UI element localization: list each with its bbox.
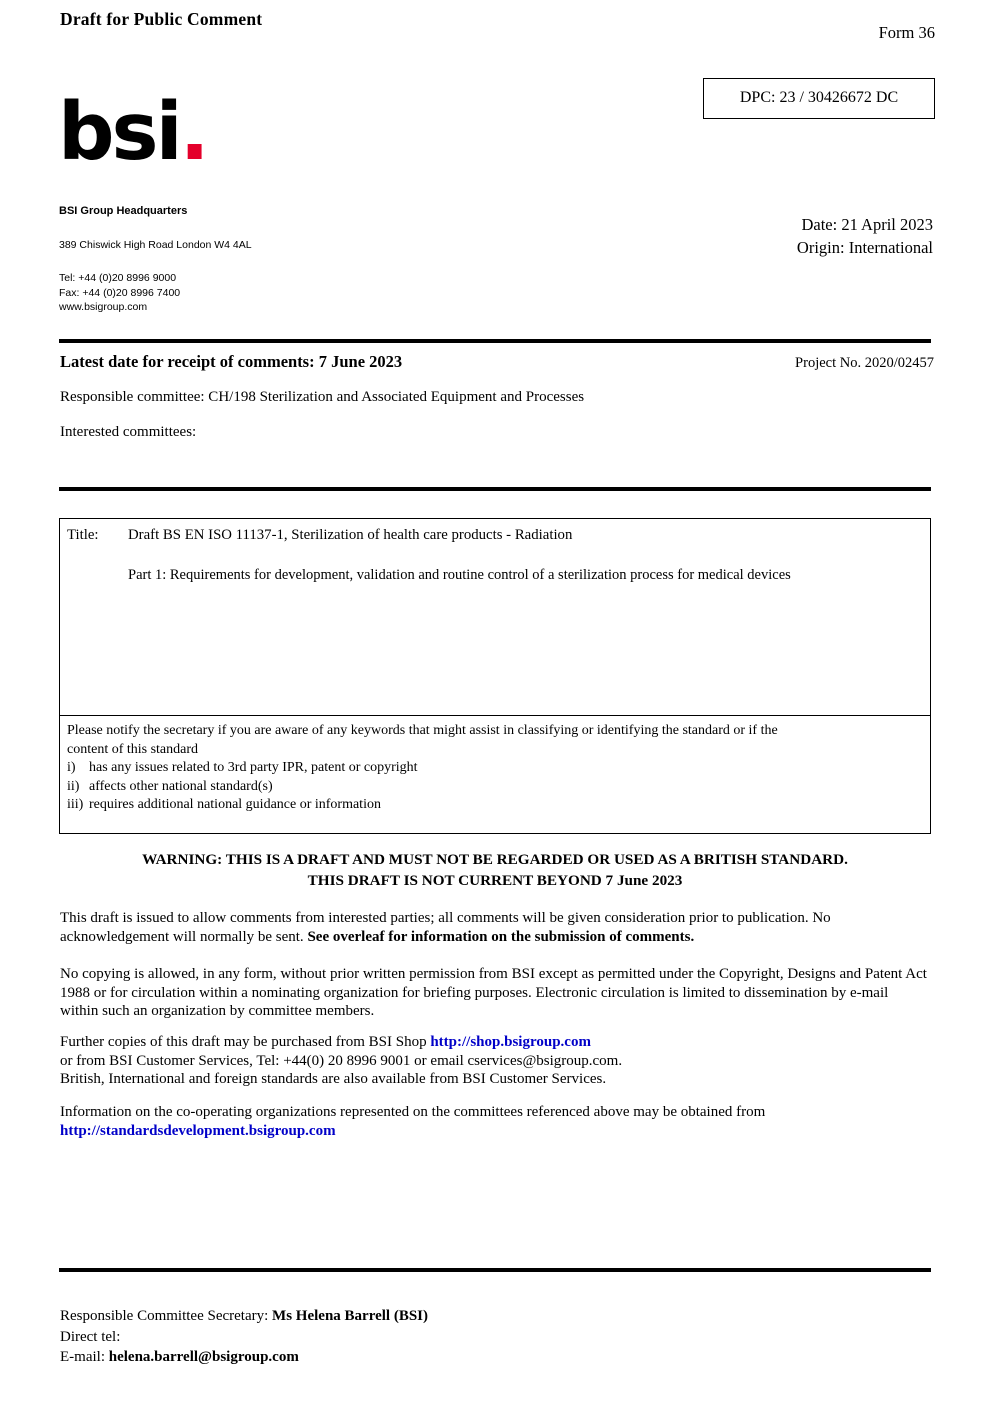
- document-origin: Origin: International: [796, 238, 933, 257]
- divider-rule-middle: [59, 487, 931, 491]
- draft-warning: [59, 850, 931, 891]
- draft-warning-line2: THIS DRAFT IS NOT CURRENT BEYOND 7 June 2023: [307, 871, 683, 889]
- document-footer: [60, 1306, 428, 1368]
- bsi-telephone: Tel: +44 (0)20 8996 9000: [59, 272, 177, 284]
- keywords-intro-line1: Please notify the secretary if you are aware of any keywords that might assist in classifying or identifying the standard or if the: [67, 723, 778, 738]
- keywords-item-3-number: iii): [67, 797, 84, 812]
- date-origin-block: [797, 213, 933, 259]
- project-number: Project No. 2020/02457: [795, 355, 934, 371]
- bsi-street-address: 389 Chiswick High Road London W4 4AL: [59, 239, 252, 251]
- standard-title-line2: Part 1: Requirements for development, validation and routine control of a sterilization process for medical devices: [128, 567, 791, 583]
- paragraph-further-copies: [60, 1033, 928, 1089]
- paragraph-comments-notice-text: This draft is issued to allow comments from interested parties; all comments will be given consideration prior to publication. No acknowledgement will normally be sent.: [60, 910, 831, 945]
- draft-warning-line1: WARNING: THIS IS A DRAFT AND MUST NOT BE REGARDED OR USED AS A BRITISH STANDARD.: [142, 851, 848, 868]
- keywords-notification-box: [59, 716, 931, 834]
- keywords-intro-line2: content of this standard: [67, 741, 199, 757]
- email-row: [60, 1347, 428, 1368]
- keywords-item-1: [67, 759, 922, 778]
- bsi-logo-dot: .: [179, 86, 207, 178]
- form-number: Form 36: [878, 23, 935, 42]
- paragraph-copyright-notice: No copying is allowed, in any form, without prior written permission from BSI except as permitted under the Copyright, Designs and Patent Act 1988 or for circulation within a nominating organization for briefing purposes. Electronic circulation is limited to dissemination by e-mail within such an organization by committee members.: [60, 966, 927, 1019]
- bsi-logo-text: bsi: [58, 86, 180, 178]
- keywords-item-3-text: requires additional national guidance or information: [89, 797, 381, 812]
- keywords-item-1-text: has any issues related to 3rd party IPR, patent or copyright: [89, 760, 418, 775]
- bsi-shop-link[interactable]: http://shop.bsigroup.com: [430, 1034, 591, 1050]
- email-value[interactable]: helena.barrell@bsigroup.com: [108, 1349, 299, 1365]
- further-copies-line2: or from BSI Customer Services, Tel: +44(0) 20 8996 9001 or email cservices@bsigroup.com.: [60, 1052, 623, 1069]
- interested-committees: Interested committees:: [60, 424, 197, 440]
- divider-rule-top: [59, 339, 931, 343]
- keywords-item-1-number: i): [67, 760, 76, 775]
- title-box: [59, 518, 931, 716]
- committee-secretary-name: Ms Helena Barrell (BSI): [272, 1308, 429, 1324]
- keywords-item-2-text: affects other national standard(s): [89, 778, 273, 794]
- page-content: [55, 0, 937, 1403]
- bsi-group-headquarters-label: BSI Group Headquarters: [59, 205, 188, 217]
- keywords-item-2-number: ii): [67, 778, 80, 794]
- paragraph-comments-notice: [60, 909, 928, 946]
- keywords-item-3: [67, 796, 922, 815]
- draft-for-public-comment-label: Draft for Public Comment: [60, 9, 263, 29]
- title-label: Title:: [67, 527, 99, 543]
- bsi-logo: [58, 86, 207, 178]
- bsi-fax: Fax: +44 (0)20 8996 7400: [59, 286, 181, 299]
- divider-rule-bottom: [59, 1268, 931, 1272]
- paragraph-comments-notice-emphasis: See overleaf for information on the submission of comments.: [307, 928, 695, 945]
- further-copies-line1: [60, 1033, 928, 1052]
- standards-development-link[interactable]: http://standardsdevelopment.bsigroup.com: [60, 1122, 336, 1139]
- paragraph-cooperating-organizations: [60, 1103, 928, 1140]
- bsi-contact-details: [59, 271, 252, 315]
- responsible-committee: Responsible committee: CH/198 Sterilization and Associated Equipment and Processes: [60, 389, 585, 405]
- committee-secretary-label: Responsible Committee Secretary:: [60, 1308, 273, 1324]
- bsi-website[interactable]: www.bsigroup.com: [59, 301, 148, 313]
- cooperating-organizations-text: Information on the co-operating organizations represented on the committees referenced above may be obtained from: [60, 1104, 766, 1120]
- latest-date-for-comments: Latest date for receipt of comments: 7 June 2023: [60, 352, 403, 371]
- bsi-address-block: [59, 204, 252, 315]
- committee-secretary-row: [60, 1306, 428, 1327]
- dpc-number-box: DPC: 23 / 30426672 DC: [703, 78, 935, 119]
- further-copies-line3: British, International and foreign standards are also available from BSI Customer Services.: [60, 1071, 607, 1087]
- standard-title-line1: Draft BS EN ISO 11137-1, Sterilization of health care products - Radiation: [128, 527, 573, 543]
- document-date: Date: 21 April 2023: [801, 215, 933, 234]
- further-copies-text: Further copies of this draft may be purchased from BSI Shop: [60, 1034, 431, 1050]
- keywords-item-2: [67, 778, 922, 797]
- direct-tel-label: Direct tel:: [60, 1328, 121, 1345]
- email-label: E-mail:: [60, 1349, 109, 1365]
- document-header: [55, 0, 937, 52]
